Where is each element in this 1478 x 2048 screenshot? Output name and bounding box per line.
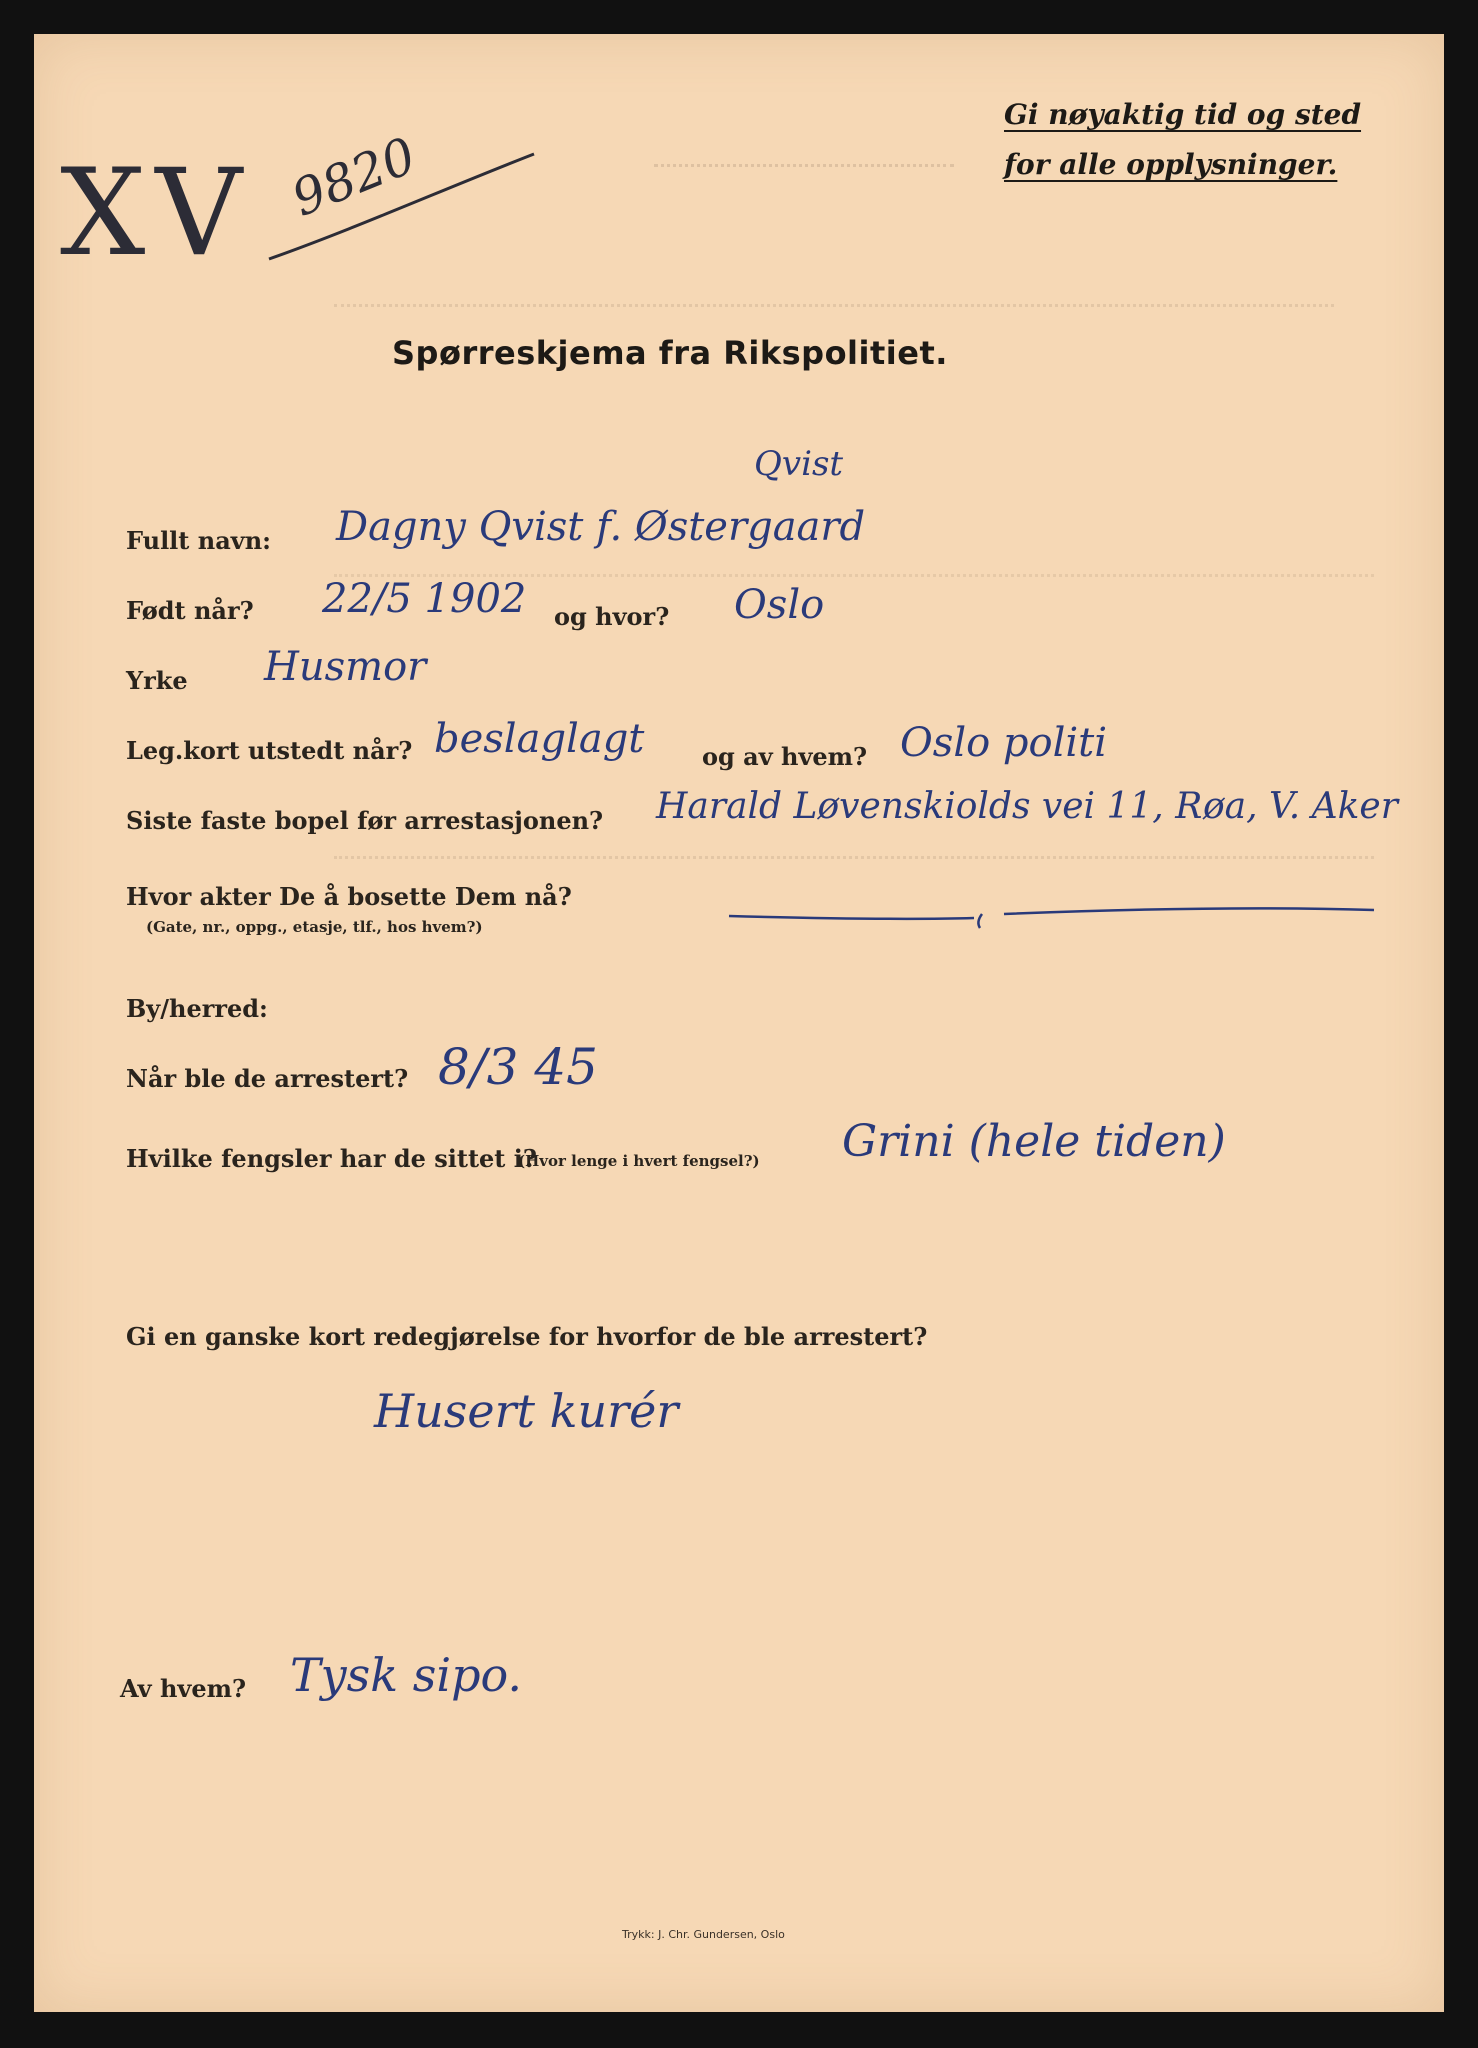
bleed-through-line	[334, 304, 1334, 325]
value-prisons: Grini (hele tiden)	[842, 1116, 1226, 1167]
label-settle: Hvor akter De å bosette Dem nå?	[126, 882, 572, 911]
notice-line-1: Gi nøyaktig tid og sted	[1004, 98, 1362, 131]
value-by-whom: Tysk sipo.	[290, 1648, 523, 1702]
value-born-date: 22/5 1902	[322, 576, 527, 622]
label-settle-hint: (Gate, nr., oppg., etasje, tlf., hos hvem?)	[146, 918, 483, 936]
corner-stroke	[264, 149, 544, 269]
value-id-by-whom: Oslo politi	[900, 720, 1108, 766]
label-full-name: Fullt navn:	[126, 526, 271, 555]
value-full-name: Dagny Qvist f. Østergaard	[336, 504, 866, 550]
name-correction: Qvist	[754, 444, 844, 484]
label-last-address: Siste faste bopel før arrestasjonen?	[126, 806, 604, 835]
label-id-card: Leg.kort utstedt når?	[126, 736, 413, 765]
document-sheet	[34, 34, 1444, 2012]
corner-number: 9820	[284, 126, 424, 228]
printer-footer: Trykk: J. Chr. Gundersen, Oslo	[622, 1928, 785, 1941]
label-prisons: Hvilke fengsler har de sittet i?	[126, 1144, 537, 1173]
value-occupation: Husmor	[264, 644, 427, 690]
value-last-address: Harald Løvenskiolds vei 11, Røa, V. Aker	[656, 786, 1398, 827]
corner-mark: XV	[60, 144, 253, 283]
value-arrested-when: 8/3 45	[438, 1038, 598, 1096]
form-title: Spørreskjema fra Rikspolitiet.	[392, 334, 948, 372]
value-born-place: Oslo	[734, 582, 825, 628]
notice-line-2: for alle opplysninger.	[1004, 148, 1338, 181]
value-id-card: beslaglagt	[434, 716, 645, 762]
label-prisons-hint: (Hvor lenge i hvert fengsel?)	[518, 1152, 760, 1170]
label-reason: Gi en ganske kort redegjørelse for hvorfor de ble arrestert?	[126, 1322, 928, 1351]
bleed-through-line	[654, 164, 954, 185]
bleed-through-line	[334, 856, 1374, 877]
label-id-by-whom: og av hvem?	[702, 742, 868, 771]
label-municipality: By/herred:	[126, 994, 268, 1023]
label-occupation: Yrke	[126, 666, 188, 695]
settle-dash-line	[724, 892, 1384, 932]
label-arrested-when: Når ble de arrestert?	[126, 1064, 409, 1093]
value-reason: Husert kurér	[374, 1384, 679, 1438]
label-born-when: Født når?	[126, 596, 254, 625]
label-born-where: og hvor?	[554, 602, 670, 631]
label-by-whom: Av hvem?	[120, 1674, 247, 1703]
